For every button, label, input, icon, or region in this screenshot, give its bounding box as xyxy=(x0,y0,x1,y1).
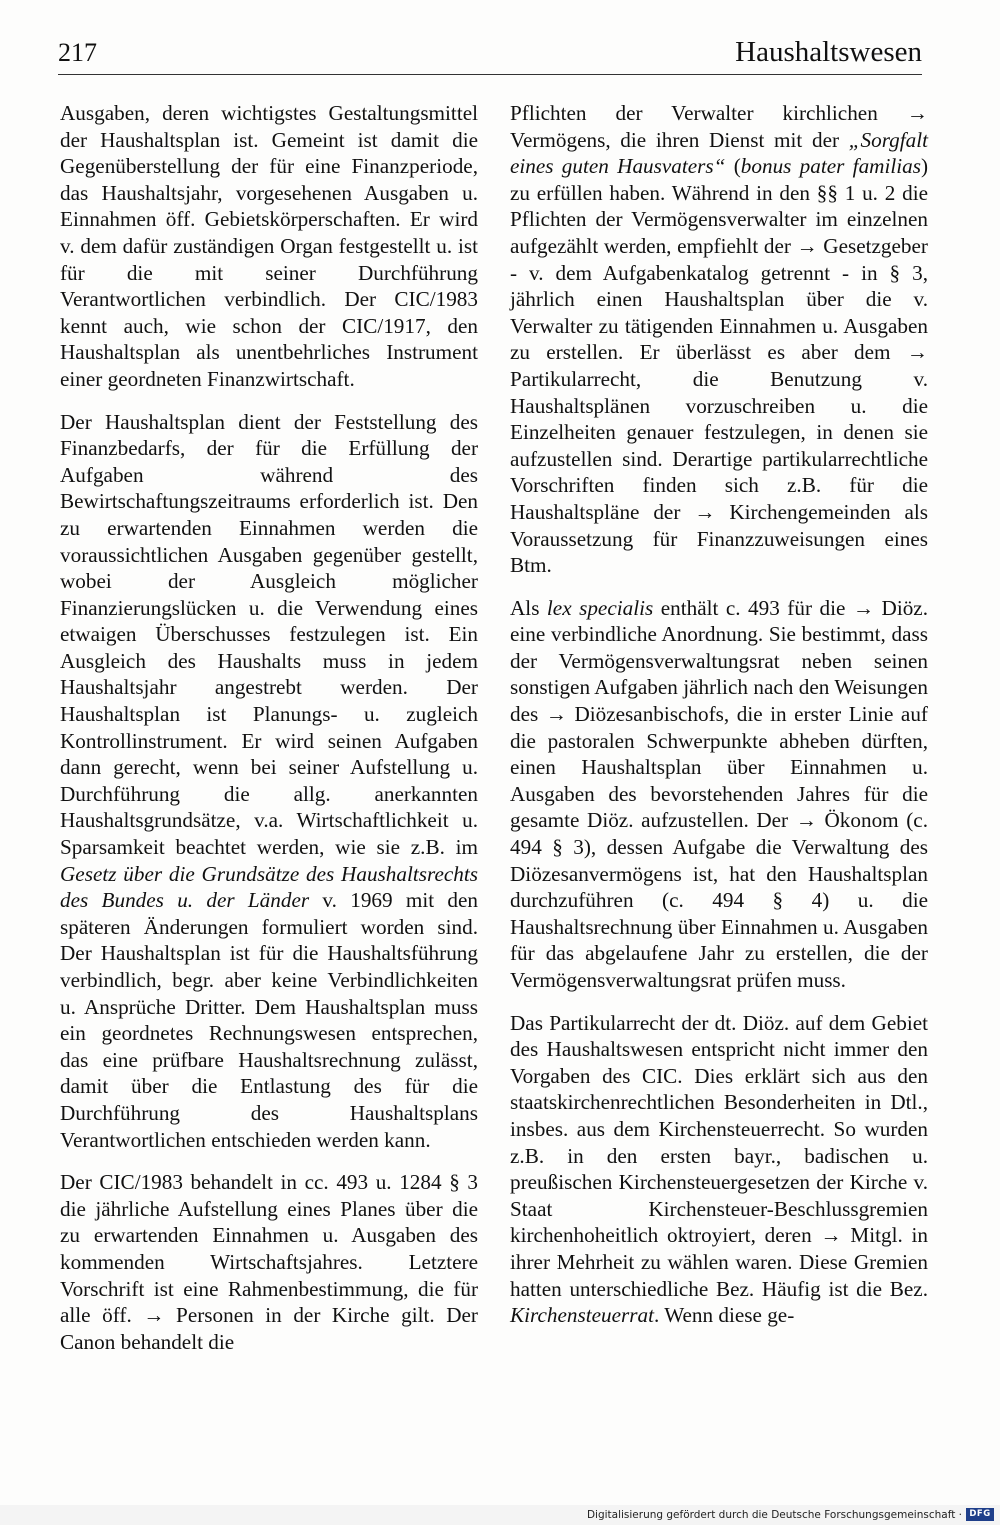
italic-text: Gesetz über die Grundsätze des Haushaltsrechts des Bundes u. der Länder xyxy=(60,861,478,913)
left-column xyxy=(60,100,478,1371)
text-run: Als xyxy=(510,595,540,620)
digitization-footer xyxy=(0,1505,1000,1525)
italic-text: „Sorgfalt eines guten Hausvaters“ xyxy=(510,127,929,179)
text-run: Das Partikularrecht der dt. Diöz. auf dem Gebiet des Haushaltswesen entspricht nicht immer den Vorgaben des CIC. Dies erklärt sich aus den staatskirchenrechtlichen Besonderheiten in Dtl., insbes. aus dem Kirchensteuerrecht. So wurden z.B. in den ersten bayr., badischen u. preußischen Kirchensteuergesetzen der Kirche v. Staat Kirchensteuer-Beschlussgremien kirchenhoheitlich oktroyiert, deren → Mitgl. in ihrer Mehrheit zu wählen waren. Diese Gremien hatten unterschiedliche Bez. Häufig ist die Bez. xyxy=(510,1010,928,1301)
text-run: Pflichten der Verwalter kirchlichen → Vermögens, die ihren Dienst mit der xyxy=(510,101,928,152)
paragraph xyxy=(510,595,928,994)
paragraph xyxy=(510,100,928,579)
paragraph: Ausgaben, deren wichtigstes Gestaltungsmittel der Haushaltsplan ist. Gemeint ist damit die Gegenüberstellung der für eine Finanzperiode, das Haushaltsjahr, vorgesehenen Ausgaben u. Einnahmen öff. Gebietskörperschaften. Er wird v. dem dafür zuständigen Organ festgestellt u. ist für die mit seiner Durchführung Verantwortlichen verbindlich. Der CIC/1983 kennt auch, wie schon der CIC/1917, den Haushaltsplan als unentbehrliches Instrument einer geordneten Finanzwirtschaft. xyxy=(60,101,478,391)
text-run: Der Haushaltsplan dient der Feststellung des Finanzbedarfs, der für die Erfüllung der Aufgaben während des Bewirtschaftungszeitraums erforderlich ist. Den zu erwartenden Einnahmen werden die voraussichtlichen Ausgaben gegenüber gestellt, wobei der Ausgleich möglicher Finanzierungslücken u. die Verwendung eines etwaigen Überschusses festzulegen ist. Ein Ausgleich des Haushalts muss in jedem Haushaltsjahr angestrebt werden. Der Haushaltsplan ist Planungs- u. zugleich Kontrollinstrument. Er wird seinen Aufgaben dann gerecht, wenn bei seiner Aufstellung u. Durchführung die allg. anerkannten Haushaltsgrundsätze, v.a. Wirtschaftlichkeit u. Sparsamkeit beachtet werden, wie sie z.B. im xyxy=(60,409,478,860)
paragraph: Der CIC/1983 behandelt in cc. 493 u. 1284 § 3 die jährliche Aufstellung eines Planes über die zu erwartenden Einnahmen u. Ausgaben des kommenden Wirtschaftsjahres. Letztere Vorschrift ist eine Rahmenbestimmung, die für alle öff. → Personen in der Kirche gilt. Der Canon behandelt die xyxy=(60,1170,478,1354)
text-run: ) zu erfüllen haben. Während in den §§ 1 u. 2 die Pflichten der Vermögensverwalter im einzelnen aufgezählt werden, empfiehlt der → Gesetzgeber - v. dem Aufgabenkatalog getrennt - in § 3, jährlich einen Haushaltsplan über die v. Verwalter zu tätigenden Einnahmen u. Ausgaben zu erstellen. Er überlässt es aber dem → Partikularrecht, die Benutzung v. Haushaltsplänen vorzuschreiben u. die Einzelheiten genauer festzulegen, in denen sie aufzustellen sind. Derartige partikularrechtliche Vorschriften finden sich z.B. für die Haushaltspläne der → Kirchengemeinden als Voraussetzung für Finanzzuweisungen eines Btm. xyxy=(510,154,929,578)
text-run: enthält c. 493 für die → Diöz. eine verbindliche Anordnung. Sie bestimmt, dass der Vermögensverwaltungsrat neben seinen sonstigen Aufgaben jährlich nach den Weisungen des → Diözesanbischofs, die in erster Linie auf die pastoralen Schwerpunkte abheben dürften, einen Haushaltsplan über Einnahmen u. Ausgaben des bevorstehenden Jahres für die gesamte Diöz. aufzustellen. Der → Ökonom (c. 494 § 3), dessen Aufgabe die Verwaltung des Diözesanvermögens ist, hat den Haushaltsplan durchzuführen (c. 494 § 4) u. die Haushaltsrechnung über Einnahmen u. Ausgaben für das abgelaufene Jahr zu erstellen, die der Vermögensverwaltungsrat prüfen muss. xyxy=(510,595,929,992)
text-run: . Wenn diese ge- xyxy=(653,1303,795,1328)
italic-text: Kirchensteuerrat xyxy=(510,1303,654,1328)
funding-notice: Digitalisierung gefördert durch die Deutsche Forschungsgemeinschaft · xyxy=(586,1509,962,1521)
text-run: ( xyxy=(733,154,741,179)
running-head: Haushaltswesen xyxy=(735,36,922,68)
italic-text: lex specialis xyxy=(546,595,654,620)
right-column xyxy=(510,100,928,1345)
dfg-logo: DFG xyxy=(966,1508,994,1521)
italic-text: bonus pater familias xyxy=(740,154,921,179)
page-number: 217 xyxy=(58,38,97,67)
paragraph xyxy=(510,1010,928,1329)
text-run: v. 1969 mit den späteren Änderungen formuliert worden sind. Der Haushaltsplan ist für die Haushaltsführung verbindlich, begr. aber keine Verbindlichkeiten u. Ansprüche Dritter. Dem Haushaltsplan muss ein geordnetes Rechnungswesen entsprechen, das eine prüfbare Haushaltsrechnung zulässt, damit über die Entlastung des für die Durchführung des Haushaltsplans Verantwortlichen entschieden werden kann. xyxy=(60,888,479,1152)
paragraph xyxy=(60,409,478,1154)
header-rule xyxy=(58,74,922,75)
